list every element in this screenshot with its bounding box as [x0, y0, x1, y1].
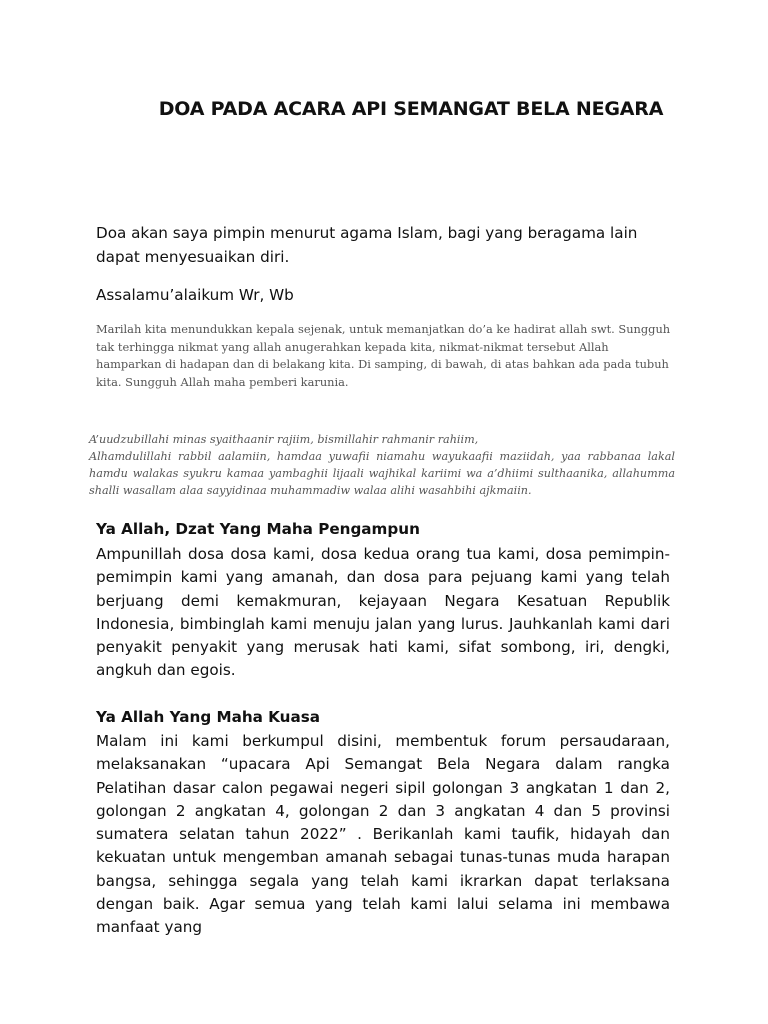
intro-paragraph: Doa akan saya pimpin menurut agama Islam, bagi yang beragama lain dapat menyesuaikan diri.: [96, 224, 638, 266]
section-body-maha-kuasa: Malam ini kami berkumpul disini, membentuk forum persaudaraan, melaksanakan “upacara Api Semangat Bela Negara dalam rangka Pelatihan dasar calon pegawai negeri sipil golongan 3 angkatan 1 dan 2, golongan 2 angkatan 4, golongan 2 dan 3 angkatan 4 dan 5 provinsi sumatera selatan tahun 2022” . Berikanlah kami taufik, hidayah dan kekuatan untuk mengemban amanah sebagai tunas-tunas muda harapan bangsa, sehingga segala yang telah kami ikrarkan dapat terlaksana dengan baik. Agar semua yang telah kami lalui selama ini membawa manfaat yang: [96, 732, 670, 937]
section-heading-maha-kuasa: Ya Allah Yang Maha Kuasa: [96, 708, 321, 726]
document-title: DOA PADA ACARA API SEMANGAT BELA NEGARA: [158, 98, 664, 120]
section-body-pengampun: Ampunillah dosa dosa kami, dosa kedua orang tua kami, dosa pemimpin-pemimpin kami yang amanah, dan dosa para pejuang kami yang telah berjuang demi kemakmuran, kejayaan Negara Kesatuan Republik Indonesia, bimbinglah kami menuju jalan yang lurus. Jauhkanlah kami dari penyakit penyakit yang merusak hati kami, sifat sombong, iri, dengki, angkuh dan egois.: [96, 545, 670, 680]
arabic-transliteration: [89, 431, 675, 499]
greeting-line: Assalamu’alaikum Wr, Wb: [96, 286, 294, 304]
opening-paragraph: Marilah kita menundukkan kepala sejenak, untuk memanjatkan do’a ke hadirat allah swt. Sungguh tak terhingga nikmat yang allah anugerahkan kepada kita, nikmat-nikmat tersebut Allah hamparkan di hadapan dan di belakang kita. Di samping, di bawah, di atas bahkan ada pada tubuh kita. Sungguh Allah maha pemberi karunia.: [96, 322, 671, 389]
section-heading-pengampun: Ya Allah, Dzat Yang Maha Pengampun: [96, 520, 420, 538]
transliteration-line-1: A’uudzubillahi minas syaithaanir rajiim, bismillahir rahmanir rahiim,: [89, 433, 479, 446]
transliteration-line-2: Alhamdulillahi rabbil aalamiin, hamdaa yuwafii niamahu wayukaafii maziidah, yaa rabbanaa lakal hamdu walakas syukru kamaa yambaghii lijaali wajhikal kariimi wa a’dhiimi sulthaanika, allahumma shalli wasallam alaa sayyidinaa muhammadiw walaa alihi wasahbihi ajkmaiin.: [89, 450, 675, 497]
